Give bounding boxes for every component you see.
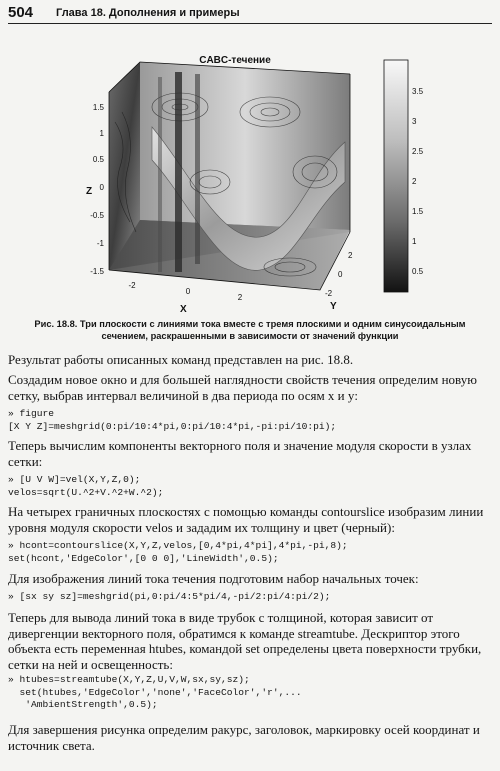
z-tick: -1.5 — [90, 267, 104, 276]
colorbar — [384, 60, 424, 292]
z-tick: -0.5 — [90, 211, 104, 220]
figure-title: CABC-течение — [199, 55, 271, 66]
plot-box — [109, 62, 350, 290]
x-axis-label: X — [180, 304, 187, 314]
paragraph: Теперь для вывода линий тока в виде трубок с толщиной, которая зависит от дивергенции векторного поля, обратимся к команде streamtube. Дескриптор этого объекта есть переменная htubes, командой set определены цвета поверхности трубки, сетки на ней и освещенность: — [8, 610, 482, 672]
x-tick: 2 — [237, 293, 243, 302]
code-block: » [U V W]=vel(X,Y,Z,0); velos=sqrt(U.^2+V.^2+W.^2); — [8, 474, 164, 498]
paragraph: Результат работы описанных команд представлен на рис. 18.8. — [8, 352, 354, 367]
chapter-title: Глава 18. Дополнения и примеры — [56, 7, 240, 19]
code-block: » [sx sy sz]=meshgrid(pi,0:pi/4:5*pi/4,-pi/2:pi/4:pi/2); — [8, 591, 331, 602]
z-tick: -1 — [96, 239, 104, 248]
z-tick: 0.5 — [92, 155, 104, 164]
code-block: » htubes=streamtube(X,Y,Z,U,V,W,sx,sy,sz); set(htubes,'EdgeColor','none','FaceColor','r',... 'AmbientStrength',0.5); — [8, 674, 302, 710]
paragraph: Для завершения рисунка определим ракурс, заголовок, маркировку осей координат и источник света. — [8, 722, 480, 753]
z-tick: 1 — [99, 129, 104, 138]
z-axis-label: Z — [86, 186, 93, 197]
z-tick: 0 — [99, 183, 104, 192]
z-axis — [86, 103, 105, 276]
x-axis — [128, 281, 242, 314]
x-tick: 0 — [185, 287, 191, 296]
x-tick: -2 — [128, 281, 136, 290]
colorbar-tick: 1 — [412, 237, 417, 246]
figure-cabc-flow — [40, 32, 480, 314]
paragraph: Для изображения линий тока течения подготовим набор начальных точек: — [8, 571, 419, 586]
paragraph: На четырех граничных плоскостях с помощью команды contourslice изобразим линии уровня модуля скорости velos и зададим их толщину и цвет (черный): — [8, 504, 484, 535]
paragraph: Теперь вычислим компоненты векторного поля и значение модуля скорости в узлах сетки: — [8, 438, 472, 469]
paragraph: Создадим новое окно и для большей наглядности свойств течения определим новую сетку, выбрав интервал величиной в два периода по осям x и y: — [8, 372, 477, 403]
z-tick: 1.5 — [92, 103, 104, 112]
colorbar-tick: 1.5 — [412, 207, 424, 216]
colorbar-tick: 0.5 — [412, 267, 424, 276]
y-axis-label: Y — [330, 301, 337, 312]
colorbar-tick: 3 — [412, 117, 417, 126]
colorbar-tick: 3.5 — [412, 87, 424, 96]
y-tick: 2 — [348, 251, 353, 260]
colorbar-tick: 2.5 — [412, 147, 424, 156]
y-tick: -2 — [325, 289, 333, 298]
colorbar-tick: 2 — [412, 177, 417, 186]
y-tick: 0 — [338, 270, 343, 279]
code-block: » figure [X Y Z]=meshgrid(0:pi/10:4*pi,0:pi/10:4*pi,-pi:pi/10:pi); — [8, 408, 337, 432]
code-block: » hcont=contourslice(X,Y,Z,velos,[0,4*pi,4*pi],4*pi,-pi,8); set(hcont,'EdgeColor',[0 0 0],'LineWidth',0.5); — [8, 540, 348, 564]
page-number: 504 — [8, 4, 34, 21]
running-header — [8, 6, 492, 24]
figure-caption: Рис. 18.8. Три плоскости с линиями тока вместе с тремя плоскими и одним синусоидальным сечением, раскрашенными в зависимости от значений функции — [34, 319, 466, 341]
